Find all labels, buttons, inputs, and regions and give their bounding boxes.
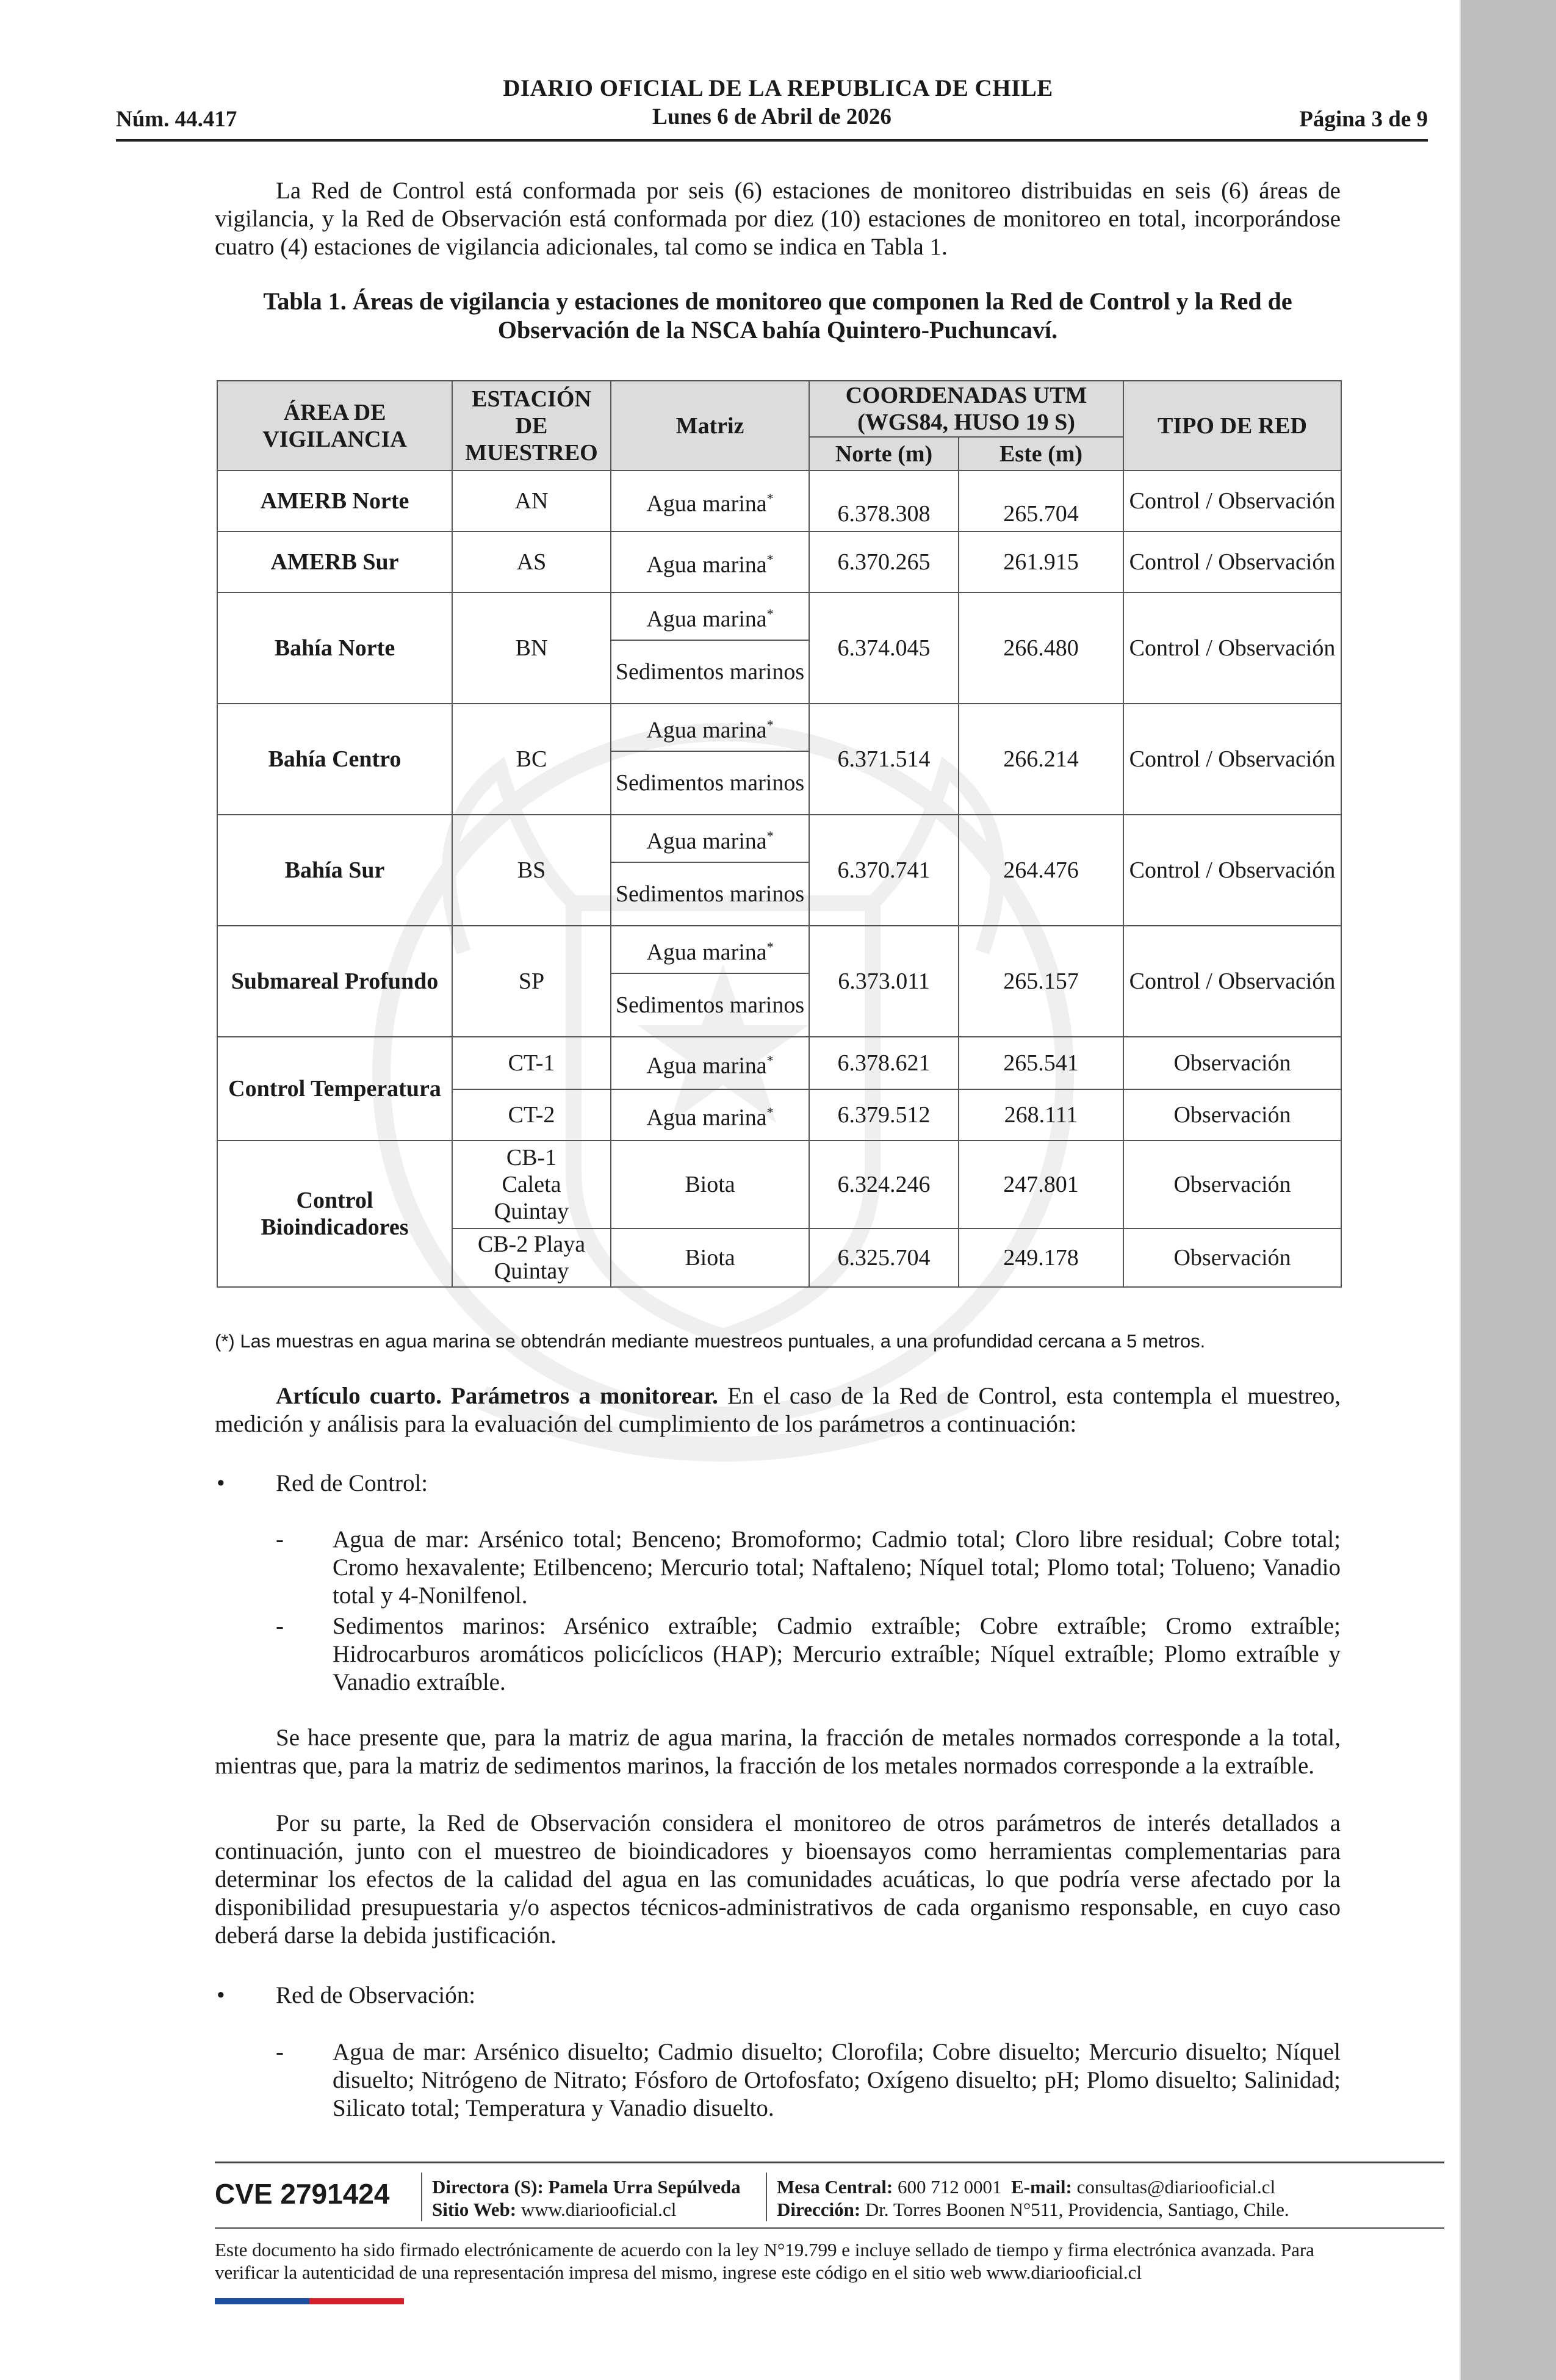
matrix-cell: Agua marina* — [611, 471, 809, 532]
header-network-type: TIPO DE RED — [1123, 381, 1341, 471]
matrix-cell: Sedimentos marinos — [611, 751, 809, 815]
north-cell: 6.378.621 — [809, 1037, 959, 1089]
table-row — [217, 704, 1341, 751]
north-cell: 6.325.704 — [809, 1228, 959, 1287]
page-number: Página 3 de 9 — [1299, 107, 1428, 132]
station-cell: CT-2 — [452, 1089, 611, 1141]
cve-code: CVE 2791424 — [215, 2178, 390, 2210]
table-row — [217, 532, 1341, 593]
director-name: Pamela Urra Sepúlveda — [548, 2176, 741, 2198]
matrix-cell: Sedimentos marinos — [611, 862, 809, 926]
header-matrix: Matriz — [611, 381, 809, 471]
matrix-cell: Biota — [611, 1141, 809, 1228]
metals-fraction-paragraph: Se hace presente que, para la matriz de agua marina, la fracción de metales normados corresponde a la total, mientras que, para la matriz de sedimentos marinos, la fracción de los metales normados corresponde a la extraíble. — [215, 1725, 1341, 1779]
matrix-cell: Biota — [611, 1228, 809, 1287]
north-cell: 6.324.246 — [809, 1141, 959, 1228]
control-network-label: Red de Control: — [276, 1470, 428, 1496]
north-cell: 6.378.308 — [809, 471, 959, 532]
area-cell: Control Temperatura — [217, 1037, 452, 1141]
observation-network-paragraph: Por su parte, la Red de Observación considera el monitoreo de otros parámetros de interés detallados a continuación, junto con el muestreo de bioindicadores y bioensayos como herramientas complementarias para determinar los efectos de la calidad del agua en las comunidades acuáticas, lo que podría verse afectado por la disponibilidad presupuestaria y/o aspectos técnicos-administrativos de cada organismo responsable, en cuyo caso deberá darse la debida justificación. — [215, 1810, 1341, 1949]
flag-bar-red — [309, 2298, 404, 2304]
monitoring-stations-table — [217, 380, 1342, 1288]
footer-divider — [215, 2162, 1444, 2163]
area-cell: Control Bioindicadores — [217, 1141, 452, 1287]
east-cell: 266.480 — [959, 593, 1123, 704]
network-cell: Observación — [1123, 1228, 1341, 1287]
matrix-cell: Agua marina* — [611, 1089, 809, 1141]
station-cell: CB-1 Caleta Quintay — [452, 1141, 611, 1228]
north-cell: 6.371.514 — [809, 704, 959, 815]
area-cell: Bahía Norte — [217, 593, 452, 704]
station-cell: AN — [452, 471, 611, 532]
station-cell: AS — [452, 532, 611, 593]
table-row — [217, 593, 1341, 640]
matrix-cell: Agua marina* — [611, 1037, 809, 1089]
area-cell: AMERB Sur — [217, 532, 452, 593]
network-cell: Observación — [1123, 1089, 1341, 1141]
east-cell: 247.801 — [959, 1141, 1123, 1228]
north-cell: 6.370.265 — [809, 532, 959, 593]
table-row — [217, 1037, 1341, 1089]
header-coordinates: COORDENADAS UTM (WGS84, HUSO 19 S) — [809, 381, 1123, 437]
footer-contact-block: Mesa Central: 600 712 0001 E-mail: consultas@diariooficial.cl Dirección: Dr. Torres Boonen N°511, Providencia, Santiago, Chile. — [777, 2176, 1289, 2220]
station-cell: BN — [452, 593, 611, 704]
area-cell: Bahía Centro — [217, 704, 452, 815]
bullet-icon: • — [217, 1470, 225, 1496]
matrix-cell: Sedimentos marinos — [611, 973, 809, 1037]
east-cell: 264.476 — [959, 815, 1123, 926]
footer-divider — [215, 2227, 1444, 2229]
north-cell: 6.370.741 — [809, 815, 959, 926]
dash-icon: - — [276, 1526, 284, 1552]
flag-bar-blue — [215, 2298, 309, 2304]
east-cell: 266.214 — [959, 704, 1123, 815]
header-row — [116, 104, 1428, 137]
footer-separator — [421, 2173, 422, 2221]
network-cell: Observación — [1123, 1141, 1341, 1228]
footer-separator — [766, 2173, 767, 2221]
table-row — [217, 926, 1341, 973]
network-cell: Control / Observación — [1123, 471, 1341, 532]
station-cell: CB-2 Playa Quintay — [452, 1228, 611, 1287]
matrix-cell: Agua marina* — [611, 704, 809, 751]
network-cell: Control / Observación — [1123, 815, 1341, 926]
header-east: Este (m) — [959, 437, 1123, 471]
network-cell: Observación — [1123, 1037, 1341, 1089]
observation-network-label: Red de Observación: — [276, 1982, 476, 2008]
area-cell: Bahía Sur — [217, 815, 452, 926]
station-cell: BC — [452, 704, 611, 815]
station-cell: SP — [452, 926, 611, 1037]
address: Dr. Torres Boonen N°511, Providencia, Santiago, Chile. — [865, 2199, 1289, 2220]
north-cell: 6.373.011 — [809, 926, 959, 1037]
header-station: ESTACIÓN DE MUESTREO — [452, 381, 611, 471]
east-cell: 265.704 — [959, 471, 1123, 532]
legal-notice: Este documento ha sido firmado electrónicamente de acuerdo con la ley N°19.799 e incluye sellado de tiempo y firma electrónica avanzada. Para verificar la autenticidad de una representación impresa del mismo, ingrese este código en el sitio web www.diariooficial.cl — [215, 2239, 1314, 2283]
email-link[interactable]: consultas@diariooficial.cl — [1076, 2176, 1276, 2198]
issue-date: Lunes 6 de Abril de 2026 — [652, 104, 891, 129]
table-caption: Tabla 1. Áreas de vigilancia y estaciones de monitoreo que componen la Red de Control y la Red de Observación de la NSCA bahía Quintero-Puchuncaví. — [263, 287, 1292, 344]
east-cell: 265.541 — [959, 1037, 1123, 1089]
table-row — [217, 1141, 1341, 1228]
dash-icon: - — [276, 1613, 284, 1639]
matrix-cell: Sedimentos marinos — [611, 640, 809, 704]
dash-icon: - — [276, 2039, 284, 2065]
header-north: Norte (m) — [809, 437, 959, 471]
network-cell: Control / Observación — [1123, 704, 1341, 815]
network-cell: Control / Observación — [1123, 926, 1341, 1037]
control-sediment-params: Sedimentos marinos: Arsénico extraíble; Cadmio extraíble; Cobre extraíble; Cromo extraíble; Hidrocarburos aromáticos policíclicos (HAP); Mercurio extraíble; Níquel extraíble; Plomo extraíble y Vanadio extraíble. — [333, 1613, 1341, 1695]
east-cell: 268.111 — [959, 1089, 1123, 1141]
control-seawater-params: Agua de mar: Arsénico total; Benceno; Bromoformo; Cadmio total; Cloro libre residual; Cobre total; Cromo hexavalente; Etilbenceno; Mercurio total; Naftaleno; Níquel total; Plomo total; Tolueno; Vanadio total y 4-Nonilfenol. — [333, 1526, 1341, 1609]
east-cell: 249.178 — [959, 1228, 1123, 1287]
table-row — [217, 815, 1341, 862]
matrix-cell: Agua marina* — [611, 926, 809, 973]
newspaper-title: DIARIO OFICIAL DE LA REPUBLICA DE CHILE — [503, 75, 1053, 101]
area-cell: Submareal Profundo — [217, 926, 452, 1037]
network-cell: Control / Observación — [1123, 532, 1341, 593]
intro-paragraph: La Red de Control está conformada por seis (6) estaciones de monitoreo distribuidas en seis (6) áreas de vigilancia, y la Red de Observación está conformada por diez (10) estaciones de monitoreo en total, incorporándose cuatro (4) estaciones de vigilancia adicionales, tal como se indica en Tabla 1. — [215, 178, 1341, 260]
header-divider — [116, 139, 1428, 142]
phone-number: 600 712 0001 — [898, 2176, 1002, 2198]
area-cell: AMERB Norte — [217, 471, 452, 532]
header-area: ÁREA DE VIGILANCIA — [217, 381, 452, 471]
station-cell: CT-1 — [452, 1037, 611, 1089]
issue-number: Núm. 44.417 — [116, 107, 237, 132]
table-row — [217, 471, 1341, 532]
north-cell: 6.379.512 — [809, 1089, 959, 1141]
article-four-paragraph: Artículo cuarto. Parámetros a monitorear. En el caso de la Red de Control, esta contempla el muestreo, medición y análisis para la evaluación del cumplimiento de los parámetros a continuación: — [215, 1383, 1341, 1437]
table-footnote: (*) Las muestras en agua marina se obtendrán mediante muestreos puntuales, a una profundidad cercana a 5 metros. — [215, 1330, 1206, 1352]
footer-director-block: Directora (S): Pamela Urra Sepúlveda Sitio Web: www.diariooficial.cl — [432, 2176, 741, 2220]
north-cell: 6.374.045 — [809, 593, 959, 704]
station-cell: BS — [452, 815, 611, 926]
matrix-cell: Agua marina* — [611, 815, 809, 862]
article-four-title: Artículo cuarto. Parámetros a monitorear. — [276, 1383, 718, 1409]
matrix-cell: Agua marina* — [611, 532, 809, 593]
observation-seawater-params: Agua de mar: Arsénico disuelto; Cadmio disuelto; Clorofila; Cobre disuelto; Mercurio disuelto; Níquel disuelto; Nitrógeno de Nitrato; Fósforo de Ortofosfato; Oxígeno disuelto; pH; Plomo disuelto; Salinidad; Silicato total; Temperatura y Vanadio disuelto. — [333, 2039, 1341, 2121]
matrix-cell: Agua marina* — [611, 593, 809, 640]
east-cell: 265.157 — [959, 926, 1123, 1037]
website-link[interactable]: www.diariooficial.cl — [520, 2199, 677, 2220]
network-cell: Control / Observación — [1123, 593, 1341, 704]
bullet-icon: • — [217, 1982, 225, 2008]
east-cell: 261.915 — [959, 532, 1123, 593]
